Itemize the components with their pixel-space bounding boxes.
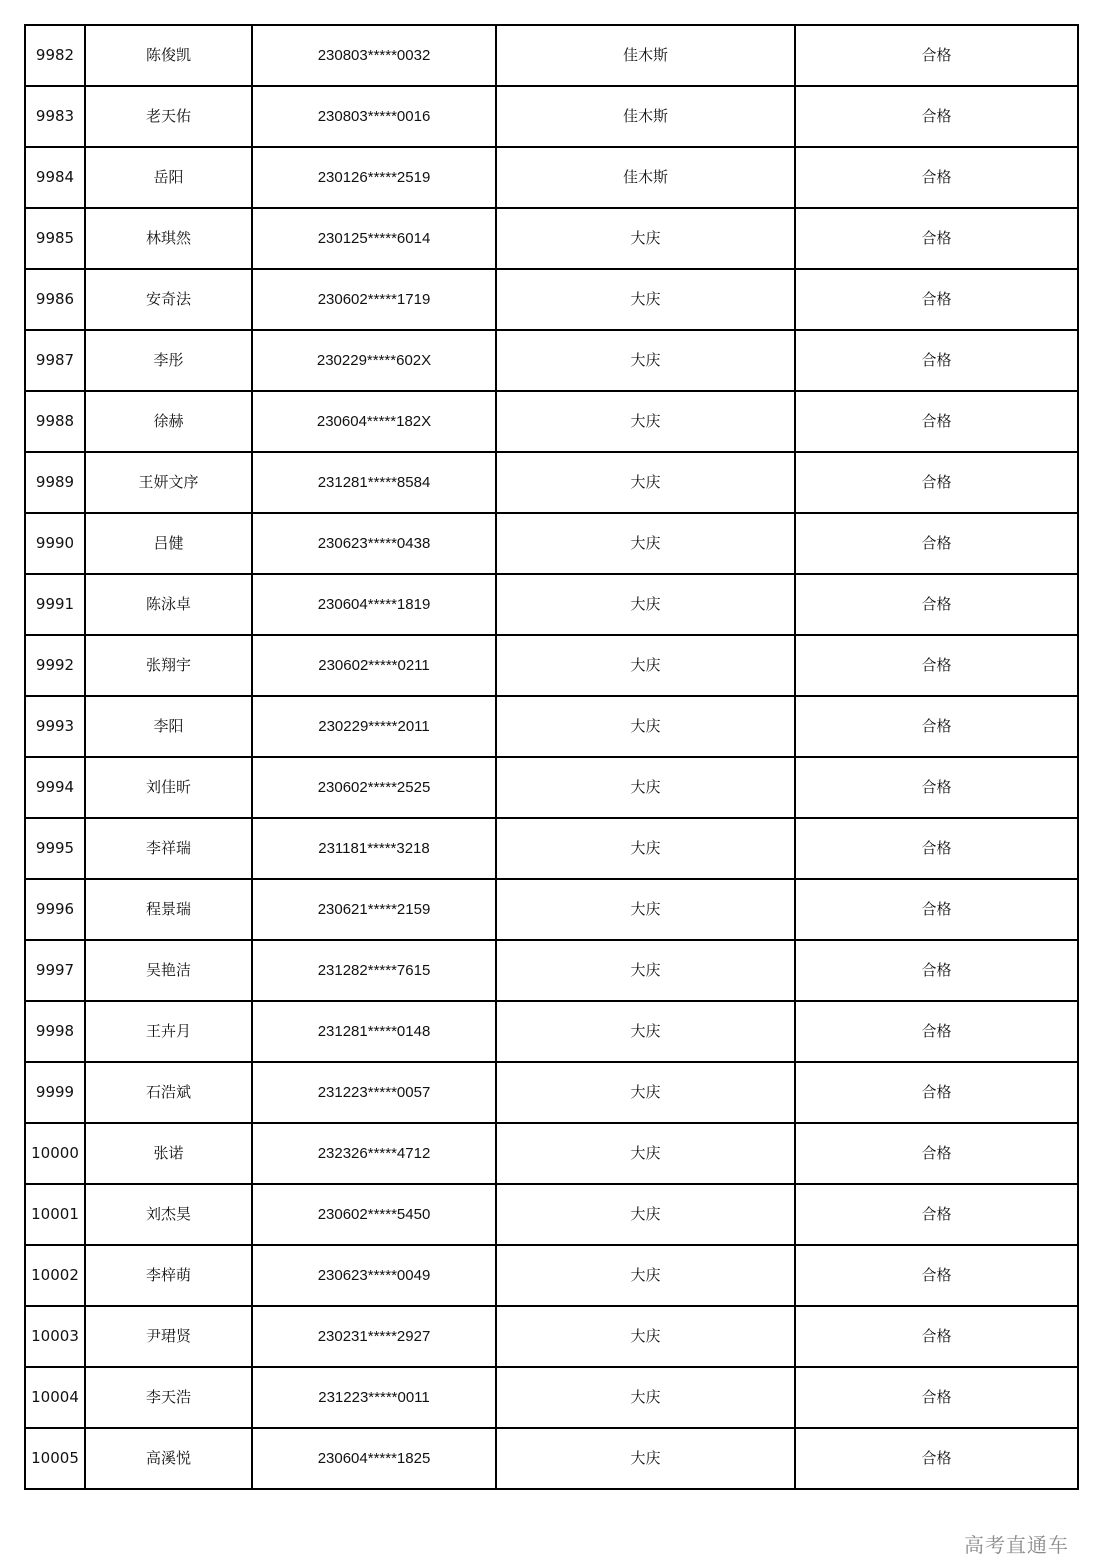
candidate-name: 王卉月 <box>85 1001 252 1062</box>
row-number: 9992 <box>25 635 85 696</box>
candidate-name: 李祥瑞 <box>85 818 252 879</box>
result: 合格 <box>795 1428 1078 1489</box>
table-row <box>25 818 1078 879</box>
row-number: 9999 <box>25 1062 85 1123</box>
candidate-name: 李阳 <box>85 696 252 757</box>
region: 大庆 <box>496 391 795 452</box>
result: 合格 <box>795 391 1078 452</box>
id-number: 230604*****1825 <box>252 1428 496 1489</box>
candidate-name: 李彤 <box>85 330 252 391</box>
table-row <box>25 269 1078 330</box>
id-number: 230623*****0049 <box>252 1245 496 1306</box>
row-number: 9995 <box>25 818 85 879</box>
id-number: 230602*****5450 <box>252 1184 496 1245</box>
row-number: 9998 <box>25 1001 85 1062</box>
row-number: 9986 <box>25 269 85 330</box>
candidate-name: 刘杰昊 <box>85 1184 252 1245</box>
row-number: 10004 <box>25 1367 85 1428</box>
candidate-name: 吴艳洁 <box>85 940 252 1001</box>
row-number: 9993 <box>25 696 85 757</box>
table-row <box>25 208 1078 269</box>
result: 合格 <box>795 757 1078 818</box>
region: 大庆 <box>496 208 795 269</box>
region: 大庆 <box>496 1367 795 1428</box>
region: 大庆 <box>496 879 795 940</box>
id-number: 230231*****2927 <box>252 1306 496 1367</box>
id-number: 230229*****2011 <box>252 696 496 757</box>
result: 合格 <box>795 513 1078 574</box>
region: 大庆 <box>496 1001 795 1062</box>
candidate-name: 尹珺贤 <box>85 1306 252 1367</box>
result: 合格 <box>795 269 1078 330</box>
region: 大庆 <box>496 452 795 513</box>
result: 合格 <box>795 1001 1078 1062</box>
row-number: 9996 <box>25 879 85 940</box>
result: 合格 <box>795 879 1078 940</box>
id-number: 230126*****2519 <box>252 147 496 208</box>
id-number: 231181*****3218 <box>252 818 496 879</box>
region: 大庆 <box>496 269 795 330</box>
id-number: 231223*****0057 <box>252 1062 496 1123</box>
id-number: 230602*****0211 <box>252 635 496 696</box>
candidate-name: 陈泳卓 <box>85 574 252 635</box>
row-number: 9982 <box>25 25 85 86</box>
region: 佳木斯 <box>496 147 795 208</box>
result: 合格 <box>795 1123 1078 1184</box>
region: 大庆 <box>496 696 795 757</box>
result: 合格 <box>795 452 1078 513</box>
region: 大庆 <box>496 1306 795 1367</box>
table-row <box>25 452 1078 513</box>
table-row <box>25 1428 1078 1489</box>
id-number: 230604*****182X <box>252 391 496 452</box>
region: 佳木斯 <box>496 86 795 147</box>
table-row <box>25 635 1078 696</box>
candidate-name: 林琪然 <box>85 208 252 269</box>
id-number: 230125*****6014 <box>252 208 496 269</box>
id-number: 230803*****0016 <box>252 86 496 147</box>
result: 合格 <box>795 1367 1078 1428</box>
region: 大庆 <box>496 757 795 818</box>
table-row <box>25 391 1078 452</box>
row-number: 10000 <box>25 1123 85 1184</box>
region: 大庆 <box>496 1184 795 1245</box>
result: 合格 <box>795 635 1078 696</box>
table-row <box>25 513 1078 574</box>
candidate-name: 程景瑞 <box>85 879 252 940</box>
result: 合格 <box>795 1245 1078 1306</box>
region: 大庆 <box>496 1123 795 1184</box>
id-number: 230229*****602X <box>252 330 496 391</box>
region: 大庆 <box>496 818 795 879</box>
result: 合格 <box>795 208 1078 269</box>
result: 合格 <box>795 696 1078 757</box>
result: 合格 <box>795 86 1078 147</box>
id-number: 231281*****0148 <box>252 1001 496 1062</box>
id-number: 231281*****8584 <box>252 452 496 513</box>
row-number: 9994 <box>25 757 85 818</box>
table-row <box>25 1367 1078 1428</box>
table-row <box>25 1123 1078 1184</box>
candidate-name: 岳阳 <box>85 147 252 208</box>
region: 大庆 <box>496 940 795 1001</box>
table-row <box>25 330 1078 391</box>
id-number: 230602*****1719 <box>252 269 496 330</box>
result: 合格 <box>795 574 1078 635</box>
id-number: 230604*****1819 <box>252 574 496 635</box>
result: 合格 <box>795 1184 1078 1245</box>
region: 大庆 <box>496 635 795 696</box>
result: 合格 <box>795 818 1078 879</box>
row-number: 9990 <box>25 513 85 574</box>
id-number: 232326*****4712 <box>252 1123 496 1184</box>
result: 合格 <box>795 940 1078 1001</box>
candidate-name: 老天佑 <box>85 86 252 147</box>
result: 合格 <box>795 147 1078 208</box>
table-row <box>25 147 1078 208</box>
table-row <box>25 1062 1078 1123</box>
table-row <box>25 1001 1078 1062</box>
candidate-name: 吕健 <box>85 513 252 574</box>
table-row <box>25 696 1078 757</box>
id-number: 230803*****0032 <box>252 25 496 86</box>
candidate-name: 张诺 <box>85 1123 252 1184</box>
row-number: 9987 <box>25 330 85 391</box>
row-number: 10003 <box>25 1306 85 1367</box>
id-number: 230621*****2159 <box>252 879 496 940</box>
table-row <box>25 879 1078 940</box>
table-row <box>25 940 1078 1001</box>
row-number: 9988 <box>25 391 85 452</box>
candidate-name: 李天浩 <box>85 1367 252 1428</box>
candidate-name: 王妍文序 <box>85 452 252 513</box>
watermark: 高考直通车 <box>964 1533 1069 1557</box>
id-number: 231223*****0011 <box>252 1367 496 1428</box>
row-number: 9991 <box>25 574 85 635</box>
row-number: 10001 <box>25 1184 85 1245</box>
id-number: 230602*****2525 <box>252 757 496 818</box>
row-number: 10002 <box>25 1245 85 1306</box>
candidate-name: 徐赫 <box>85 391 252 452</box>
region: 佳木斯 <box>496 25 795 86</box>
region: 大庆 <box>496 1428 795 1489</box>
row-number: 9984 <box>25 147 85 208</box>
candidate-name: 高溪悦 <box>85 1428 252 1489</box>
region: 大庆 <box>496 574 795 635</box>
table-row <box>25 757 1078 818</box>
result: 合格 <box>795 25 1078 86</box>
candidate-name: 石浩斌 <box>85 1062 252 1123</box>
id-number: 230623*****0438 <box>252 513 496 574</box>
table-row <box>25 1306 1078 1367</box>
table-row <box>25 574 1078 635</box>
region: 大庆 <box>496 1245 795 1306</box>
candidate-name: 陈俊凯 <box>85 25 252 86</box>
row-number: 10005 <box>25 1428 85 1489</box>
candidate-name: 张翔宇 <box>85 635 252 696</box>
region: 大庆 <box>496 1062 795 1123</box>
id-number: 231282*****7615 <box>252 940 496 1001</box>
table-row <box>25 25 1078 86</box>
row-number: 9985 <box>25 208 85 269</box>
row-number: 9983 <box>25 86 85 147</box>
row-number: 9997 <box>25 940 85 1001</box>
result: 合格 <box>795 1062 1078 1123</box>
result: 合格 <box>795 1306 1078 1367</box>
candidate-name: 李梓萌 <box>85 1245 252 1306</box>
table-row <box>25 86 1078 147</box>
table-row <box>25 1245 1078 1306</box>
candidate-name: 安奇法 <box>85 269 252 330</box>
region: 大庆 <box>496 330 795 391</box>
result: 合格 <box>795 330 1078 391</box>
row-number: 9989 <box>25 452 85 513</box>
candidate-name: 刘佳昕 <box>85 757 252 818</box>
table-row <box>25 1184 1078 1245</box>
roster-table <box>24 24 1079 1490</box>
region: 大庆 <box>496 513 795 574</box>
